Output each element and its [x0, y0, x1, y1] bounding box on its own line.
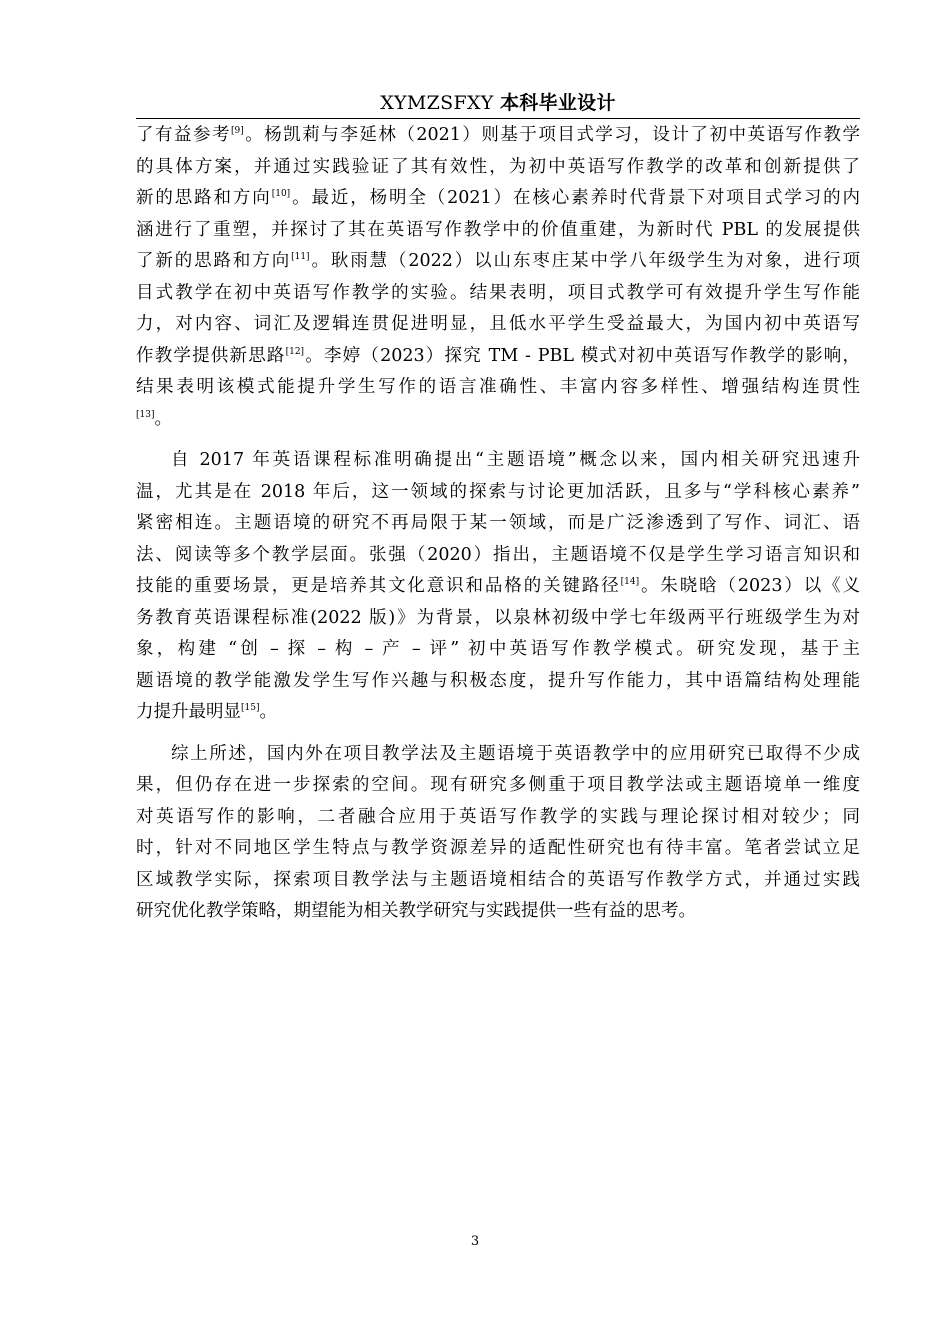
text-segment: 。李婷（2023）探究 TM - PBL 模式对初中英语写作教学的影响， [304, 345, 860, 366]
document-body [136, 120, 860, 928]
text-segment: 象，构建 “创 – 探 – 构 – 产 – 评” 初中英语写作教学模式。研究发现，基于主 [136, 639, 860, 659]
text-line [136, 341, 860, 373]
text-segment: 目式教学在初中英语写作教学的实验。结果表明，项目式教学可有效提升学生写作能 [136, 282, 860, 303]
text-segment: 务教育英语课程标准(2022 版)》为背景，以泉林初级中学七年级两平行班级学生为对 [136, 607, 860, 628]
text-segment: 。最近，杨明全（2021）在核心素养时代背景下对项目式学习的内 [290, 188, 860, 208]
text-segment: 紧密相连。主题语境的研究不再局限于某一领域，而是广泛渗透到了写作、词汇、语 [136, 513, 860, 533]
header-title-latin: XYMZSFXY [380, 92, 494, 114]
text-segment: 。杨凯莉与李延林（2021）则基于项目式学习，设计了初中英语写作教学 [243, 125, 860, 145]
text-segment: 温，尤其是在 2018 年后，这一领域的探索与讨论更加活跃，且多与“学科核心素养” [136, 481, 860, 502]
text-line [136, 739, 860, 771]
text-segment: 了新的思路和方向 [136, 251, 292, 271]
header-title-cn: 本科毕业设计 [499, 92, 616, 114]
text-segment: 技能的重要场景，更是培养其文化意识和品格的关键路径 [136, 576, 621, 596]
text-line [136, 152, 860, 184]
paragraph [136, 739, 860, 928]
text-line [136, 246, 860, 278]
page-header [136, 88, 860, 119]
text-line [136, 802, 860, 834]
text-line [136, 183, 860, 215]
text-line [136, 833, 860, 865]
text-segment: 涵进行了重塑，并探讨了其在英语写作教学中的价值重建，为新时代 PBL 的发展提供 [136, 219, 860, 240]
page-number: 3 [470, 1234, 480, 1249]
text-line [136, 215, 860, 247]
text-segment: 。朱晓晗（2023）以《义 [639, 576, 860, 596]
text-line [136, 372, 860, 404]
paragraph [136, 445, 860, 729]
citation-superscript: [9] [231, 126, 244, 137]
text-line [136, 603, 860, 635]
text-segment: 研究优化教学策略，期望能为相关教学研究与实践提供一些有益的思考。 [136, 901, 696, 921]
citation-superscript: [15] [241, 703, 260, 714]
text-segment: 题语境的教学能激发学生写作兴趣与积极态度，提升写作能力，其中语篇结构处理能 [136, 670, 860, 691]
text-segment: 综上所述，国内外在项目教学法及主题语境于英语教学中的应用研究已取得不少成 [171, 743, 860, 764]
text-line [136, 508, 860, 540]
text-segment: 的具体方案，并通过实践验证了其有效性，为初中英语写作教学的改革和创新提供了 [136, 156, 860, 177]
text-segment: 自 2017 年英语课程标准明确提出“主题语境”概念以来，国内相关研究迅速升 [171, 450, 860, 470]
text-segment: 作教学提供新思路 [136, 345, 286, 366]
text-segment: 法、阅读等多个教学层面。张强（2020）指出，主题语境不仅是学生学习语言知识和 [136, 544, 860, 565]
citation-superscript: [10] [271, 189, 291, 200]
text-line [136, 634, 860, 666]
citation-superscript: [11] [291, 252, 310, 263]
text-segment: 。 [154, 408, 172, 429]
citation-superscript: [12] [285, 346, 305, 357]
text-segment: 时，针对不同地区学生特点与教学资源差异的适配性研究也有待丰富。笔者尝试立足 [136, 838, 860, 858]
citation-superscript: [14] [620, 577, 640, 588]
text-line [136, 896, 860, 928]
citation-superscript: [13] [136, 409, 155, 420]
text-segment: 结果表明该模式能提升学生写作的语言准确性、丰富内容多样性、增强结构连贯性 [136, 377, 860, 397]
text-line [136, 309, 860, 341]
text-line [136, 865, 860, 897]
text-segment: 力提升最明显 [136, 702, 241, 722]
text-line [136, 571, 860, 603]
text-segment: 力，对内容、词汇及逻辑连贯促进明显，且低水平学生受益最大，为国内初中英语写 [136, 314, 860, 334]
text-line [136, 666, 860, 698]
text-segment: 区域教学实际，探索项目教学法与主题语境相结合的英语写作教学方式，并通过实践 [136, 869, 860, 890]
text-line [136, 770, 860, 802]
text-line [136, 697, 860, 729]
text-segment: 。 [259, 702, 277, 722]
text-segment: 。耿雨慧（2022）以山东枣庄某中学八年级学生为对象，进行项 [309, 251, 860, 271]
text-segment: 对英语写作的影响，二者融合应用于英语写作教学的实践与理论探讨相对较少；同 [136, 806, 860, 827]
text-segment: 新的思路和方向 [136, 188, 272, 208]
text-line [136, 404, 860, 436]
text-line [136, 477, 860, 509]
paragraph [136, 120, 860, 435]
text-segment: 了有益参考 [136, 125, 232, 145]
text-line [136, 278, 860, 310]
text-line [136, 120, 860, 152]
text-segment: 果，但仍存在进一步探索的空间。现有研究多侧重于项目教学法或主题语境单一维度 [136, 775, 860, 795]
text-line [136, 540, 860, 572]
text-line [136, 445, 860, 477]
